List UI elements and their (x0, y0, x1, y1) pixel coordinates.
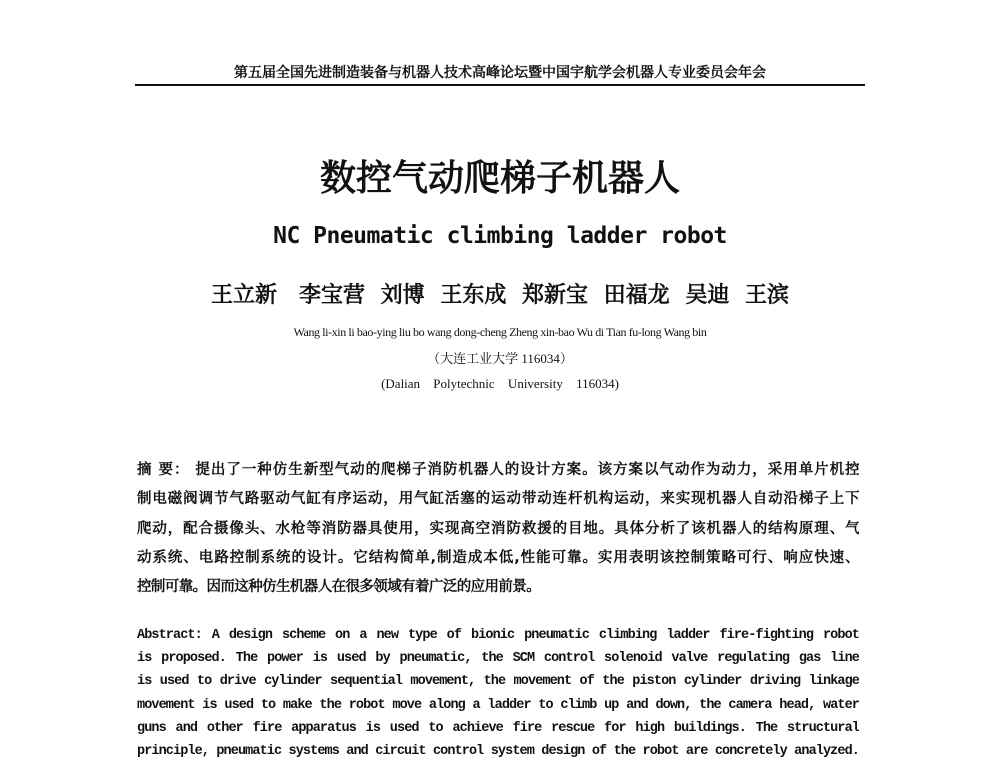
header-rule (135, 84, 865, 86)
abstract-cn-line: 控制可靠。因而这种仿生机器人在很多领域有着广泛的应用前景。 (137, 579, 541, 595)
paper-title-cn: 数控气动爬梯子机器人 (319, 158, 680, 199)
abstract-en-line: movement is used to make the robot move along a ladder to climb up and down, the camera head, water (137, 698, 859, 713)
abstract-en-line: is used to drive cylinder sequential movement, the movement of the piston cylinder driving linkage (137, 674, 859, 689)
abstract-cn-line: 摘 要： 提出了一种仿生新型气动的爬梯子消防机器人的设计方案。该方案以气动作为动力，采用单片机控 (137, 462, 859, 478)
abstract-en-line: guns and other fire apparatus is used to achieve fire rescue for high buildings. The structural (137, 721, 859, 736)
abstract-en-line: principle, pneumatic systems and circuit control system design of the robot are concretely analyzed. (137, 744, 859, 759)
abstract-cn-line: 动系统、电路控制系统的设计。它结构简单,制造成本低,性能可靠。实用表明该控制策略可行、响应快速、 (137, 550, 859, 566)
affiliation-en: (Dalian Polytechnic University 116034) (381, 376, 619, 391)
abstract-en-line: Abstract: A design scheme on a new type of bionic pneumatic climbing ladder fire-fighting robot (137, 628, 859, 643)
affiliation-cn: （大连工业大学 116034） (427, 351, 573, 366)
abstract-cn-line: 制电磁阀调节气路驱动气缸有序运动，用气缸活塞的运动带动连杆机构运动，来实现机器人自动沿梯子上下 (137, 491, 859, 507)
abstract-en-line: is proposed. The power is used by pneumatic, the SCM control solenoid valve regulating gas line (137, 651, 859, 666)
authors-en: Wang li-xin li bao-ying liu bo wang dong-cheng Zheng xin-bao Wu di Tian fu-long Wang bin (293, 325, 707, 339)
paper-title-en: NC Pneumatic climbing ladder robot (273, 223, 727, 249)
conference-header: 第五届全国先进制造装备与机器人技术高峰论坛暨中国宇航学会机器人专业委员会年会 (234, 65, 766, 81)
abstract-cn-line: 爬动，配合摄像头、水枪等消防器具使用，实现高空消防救援的目地。具体分析了该机器人的结构原理、气 (137, 521, 859, 537)
authors-cn: 王立新 李宝营 刘博 王东成 郑新宝 田福龙 吴迪 王滨 (211, 282, 789, 308)
